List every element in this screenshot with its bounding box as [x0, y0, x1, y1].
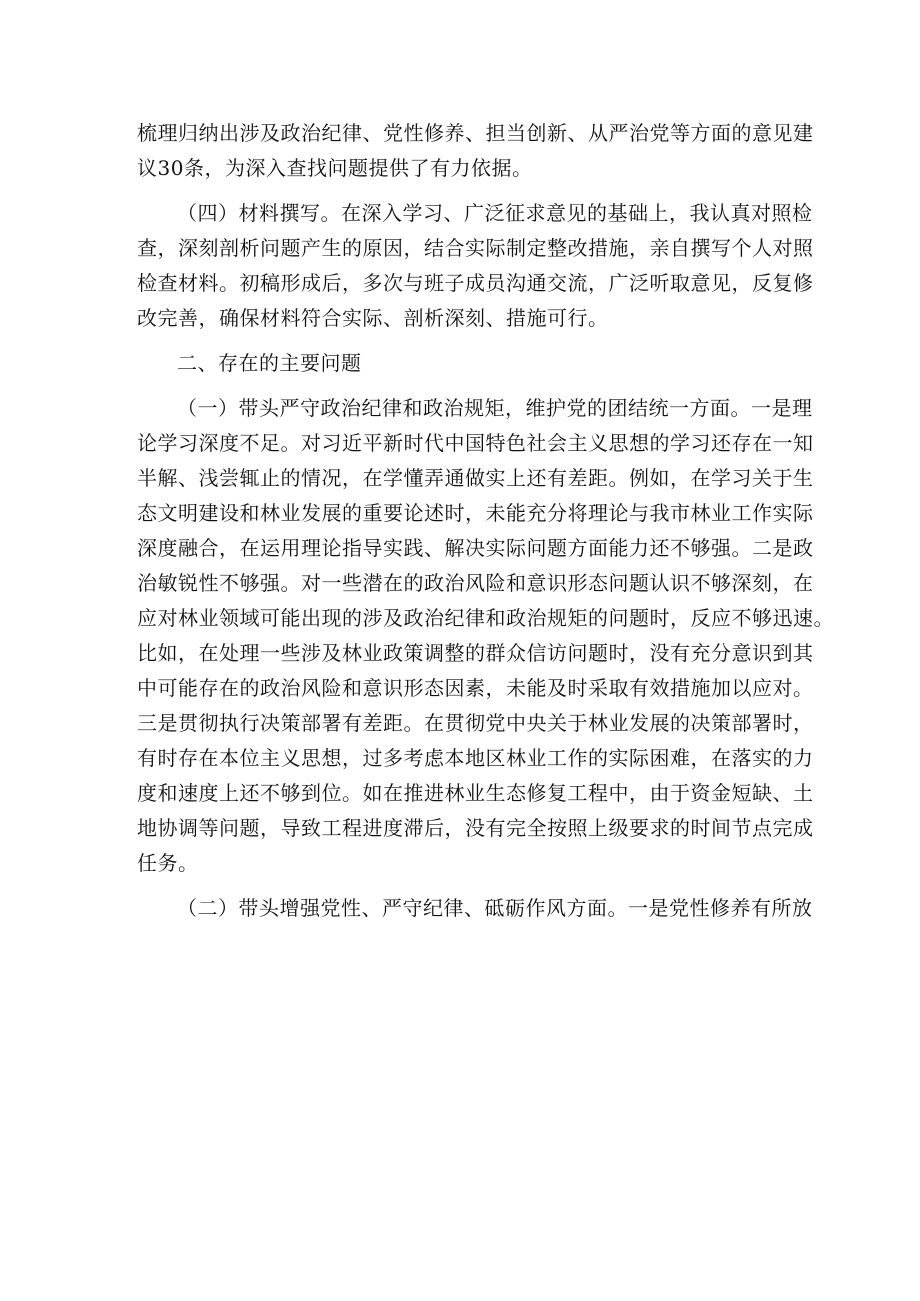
- section-heading: [137, 346, 797, 381]
- paragraph-political-discipline: [137, 391, 834, 881]
- text-line: 应对林业领域可能出现的涉及政治纪律和政治规矩的问题时，反应不够迅速。: [137, 606, 834, 630]
- text-line: 深度融合，在运用理论指导实践、解决实际问题方面能力还不够强。二是政: [137, 536, 814, 560]
- text-line: 论学习深度不足。对习近平新时代中国特色社会主义思想的学习还存在一知: [137, 431, 814, 455]
- text-line: （二）带头增强党性、严守纪律、砥砺作风方面。一是党性修养有所放: [177, 896, 813, 920]
- document-page: [137, 116, 834, 936]
- text-line: 三是贯彻执行决策部署有差距。在贯彻党中央关于林业发展的决策部署时，: [137, 711, 814, 735]
- text-line: 半解、浅尝辄止的情况，在学懂弄通做实上还有差距。例如，在学习关于生: [137, 466, 814, 490]
- text-line: 态文明建设和林业发展的重要论述时，未能充分将理论与我市林业工作实际: [137, 501, 814, 525]
- text-line: 查，深刻剖析问题产生的原因，结合实际制定整改措施，亲自撰写个人对照: [137, 236, 814, 260]
- text-line: 治敏锐性不够强。对一些潜在的政治风险和意识形态问题认识不够深刻，在: [137, 571, 814, 595]
- text-line: 中可能存在的政治风险和意识形态因素，未能及时采取有效措施加以应对。: [137, 676, 814, 700]
- paragraph-party-spirit: [137, 891, 813, 926]
- text-line: 比如，在处理一些涉及林业政策调整的群众信访问题时，没有充分意识到其: [137, 641, 814, 665]
- text-line: 任务。: [137, 851, 199, 875]
- paragraph-material-writing: [137, 196, 814, 336]
- heading-text: 二、存在的主要问题: [177, 351, 362, 375]
- text-line: 检查材料。初稿形成后，多次与班子成员沟通交流，广泛听取意见，反复修: [137, 271, 814, 295]
- text-line: 有时存在本位主义思想，过多考虑本地区林业工作的实际困难，在落实的力: [137, 746, 814, 770]
- text-line: （四）材料撰写。在深入学习、广泛征求意见的基础上，我认真对照检: [177, 201, 813, 225]
- text-line: 地协调等问题，导致工程进度滞后，没有完全按照上级要求的时间节点完成: [137, 816, 814, 840]
- text-line: 梳理归纳出涉及政治纪律、党性修养、担当创新、从严治党等方面的意见建: [137, 121, 814, 145]
- text-line: （一）带头严守政治纪律和政治规矩，维护党的团结统一方面。一是理: [177, 396, 813, 420]
- text-line: 度和速度上还不够到位。如在推进林业生态修复工程中，由于资金短缺、土: [137, 781, 814, 805]
- paragraph-opinions-summary: [137, 116, 814, 186]
- text-line: 改完善，确保材料符合实际、剖析深刻、措施可行。: [137, 306, 609, 330]
- text-line: 议30条，为深入查找问题提供了有力依据。: [137, 156, 533, 180]
